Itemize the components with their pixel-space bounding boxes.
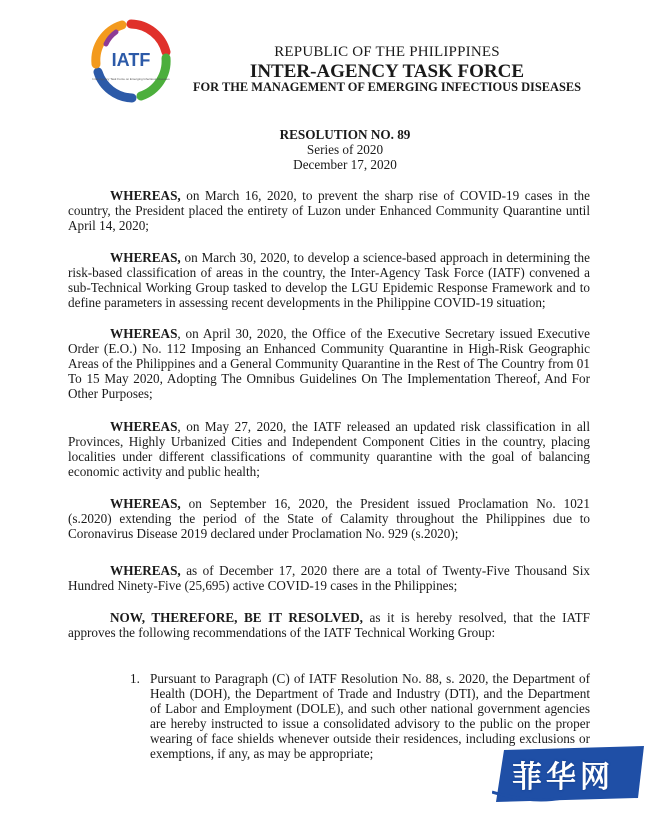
resolution-date: December 17, 2020 <box>293 157 397 172</box>
header-republic: REPUBLIC OF THE PHILIPPINES <box>274 44 500 60</box>
resolution-number: RESOLUTION NO. 89 <box>279 127 411 142</box>
iatf-logo <box>86 16 176 106</box>
header-management: FOR THE MANAGEMENT OF EMERGING INFECTIOUS DISEASES <box>192 80 582 94</box>
whereas-paragraph: WHEREAS, on March 30, 2020, to develop a science-based approach in determining the risk-based classification of areas in the country, the Inter-Agency Task Force (IATF) convened a sub-Technical Working Group tasked to develop the LGU Epidemic Response Framework and to define parameters in assessing recent developments in the Philippine COVID-19 situation; <box>68 250 590 310</box>
resolution-series: Series of 2020 <box>306 142 384 157</box>
header-task-force: INTER-AGENCY TASK FORCE <box>249 61 525 82</box>
list-item: Pursuant to Paragraph (C) of IATF Resolution No. 88, s. 2020, the Department of Health (DOH), the Department of Trade and Industry (DTI), and the Department of Labor and Employment (DOLE), and such other national government agencies are hereby instructed to issue a consolidated advisory to the public on the proper wearing of face shields whenever outside their residences, including exclusions or exemptions, if any, as may be appropriate; <box>150 671 590 761</box>
whereas-paragraph: WHEREAS, on September 16, 2020, the President issued Proclamation No. 1021 (s.2020) extending the period of the State of Calamity throughout the Philippines due to Coronavirus Disease 2019 declared under Proclamation No. 929 (s.2020); <box>68 496 590 541</box>
watermark-text: 菲华网 <box>512 760 614 795</box>
whereas-paragraph: WHEREAS, on April 30, 2020, the Office of the Executive Secretary issued Executive Order (E.O.) No. 112 Imposing an Enhanced Community Quarantine in High-Risk Geographic Areas of the Philippines and a General Community Quarantine in the Rest of The Country from 01 To 15 May 2020, Adopting The Omnibus Guidelines On The Implementation Thereof, And For Other Purposes; <box>68 326 590 401</box>
whereas-paragraph: WHEREAS, on May 27, 2020, the IATF released an updated risk classification in all Provinces, Highly Urbanized Cities and Independent Component Cities in the country, placing localities under different classifications of community quarantine with the goal of balancing economic activity and public health; <box>68 419 590 479</box>
whereas-paragraph: WHEREAS, as of December 17, 2020 there are a total of Twenty-Five Thousand Six Hundred Ninety-Five (25,695) active COVID-19 cases in the Philippines; <box>68 563 590 593</box>
logo-text: IATF <box>111 50 151 70</box>
list-item-number: 1. <box>130 671 140 686</box>
resolved-paragraph: NOW, THEREFORE, BE IT RESOLVED, as it is hereby resolved, that the IATF approves the following recommendations of the IATF Technical Working Group: <box>68 610 590 640</box>
whereas-paragraph: WHEREAS, on March 16, 2020, to prevent the sharp rise of COVID-19 cases in the country, the President placed the entirety of Luzon under Enhanced Community Quarantine until April 14, 2020; <box>68 188 590 233</box>
logo-ring-text: Inter-Agency Task Force on Emerging Infectious Diseases <box>92 77 170 81</box>
